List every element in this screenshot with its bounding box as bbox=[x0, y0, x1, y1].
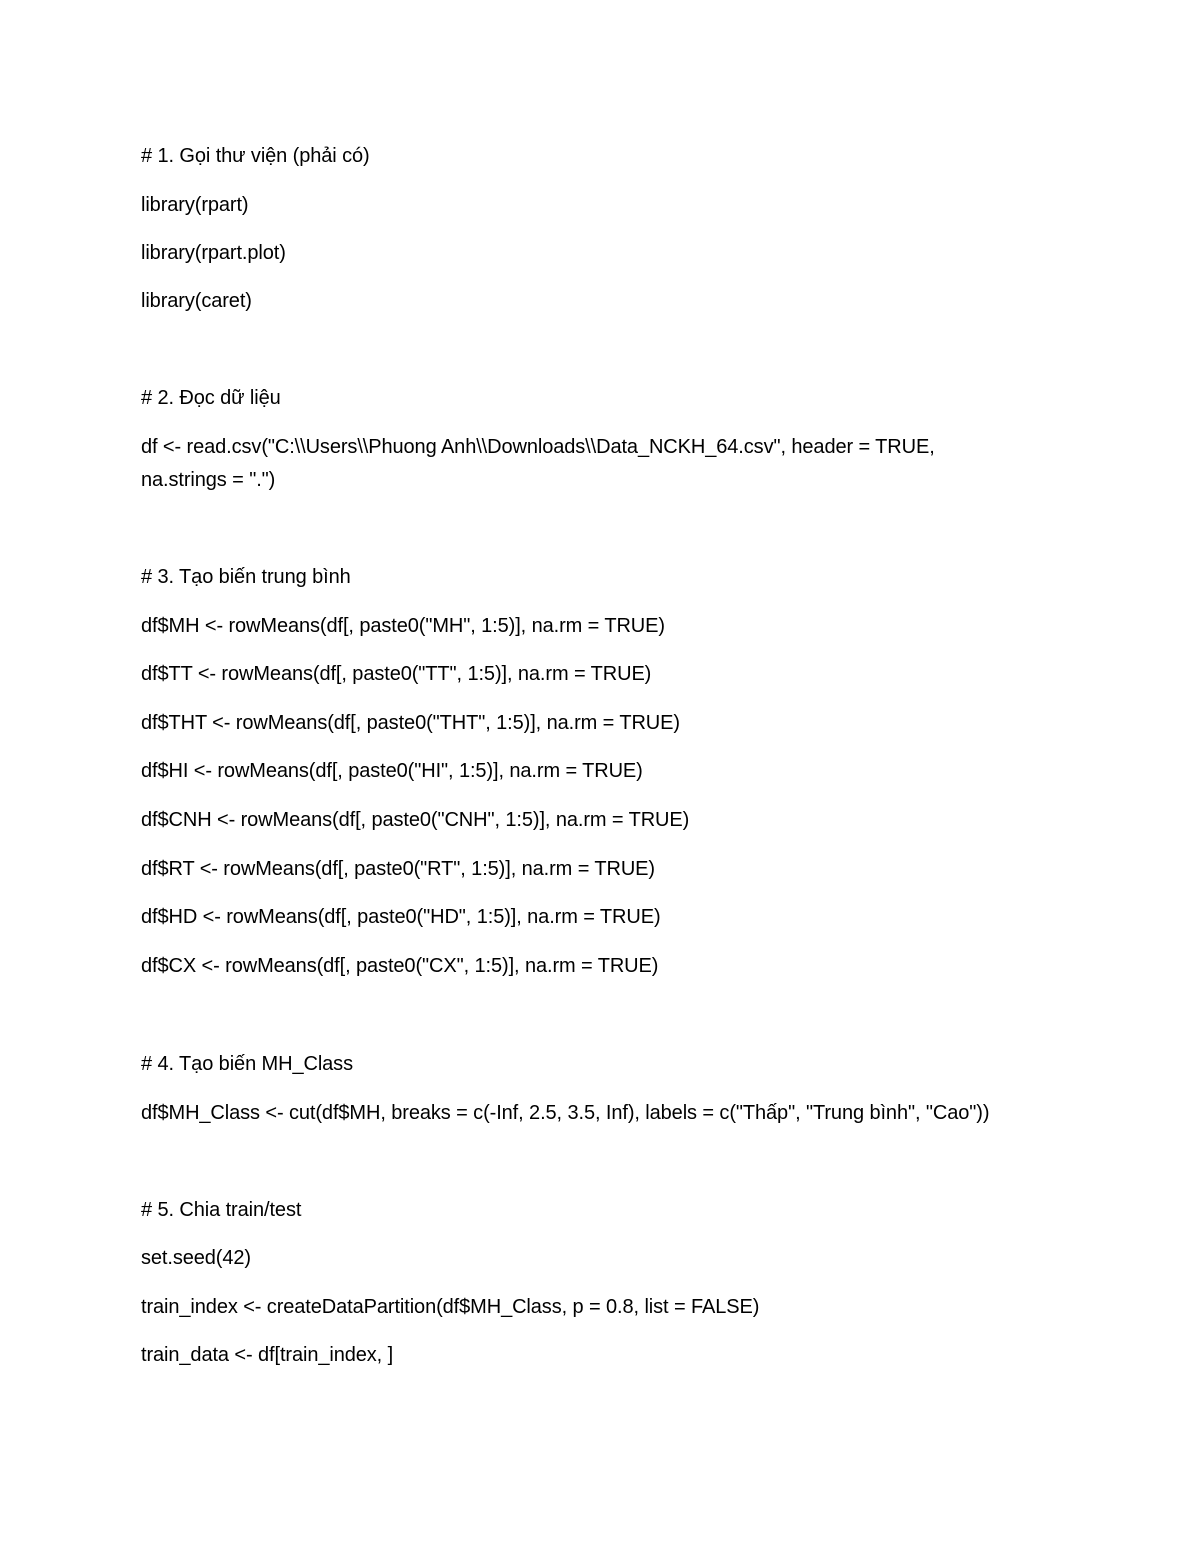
code-line-train-data: train_data <- df[train_index, ] bbox=[141, 1344, 394, 1366]
comment-4-heading: # 4. Tạo biến MH_Class bbox=[141, 1053, 353, 1075]
code-line-library-rpart-plot: library(rpart.plot) bbox=[141, 242, 286, 264]
code-line-cx-mean: df$CX <- rowMeans(df[, paste0("CX", 1:5)], na.rm = TRUE) bbox=[141, 955, 659, 977]
comment-1-heading: # 1. Gọi thư viện (phải có) bbox=[141, 145, 370, 167]
code-line-library-rpart: library(rpart) bbox=[141, 194, 249, 216]
code-line-tt-mean: df$TT <- rowMeans(df[, paste0("TT", 1:5)], na.rm = TRUE) bbox=[141, 663, 652, 685]
code-line-train-index: train_index <- createDataPartition(df$MH_Class, p = 0.8, list = FALSE) bbox=[141, 1296, 760, 1318]
code-line-tht-mean: df$THT <- rowMeans(df[, paste0("THT", 1:5)], na.rm = TRUE) bbox=[141, 712, 680, 734]
code-line-hd-mean: df$HD <- rowMeans(df[, paste0("HD", 1:5)], na.rm = TRUE) bbox=[141, 906, 661, 928]
comment-5-heading: # 5. Chia train/test bbox=[141, 1199, 302, 1221]
code-line-read-csv-cont: na.strings = ".") bbox=[141, 469, 276, 491]
code-line-hi-mean: df$HI <- rowMeans(df[, paste0("HI", 1:5)], na.rm = TRUE) bbox=[141, 760, 643, 782]
code-line-cnh-mean: df$CNH <- rowMeans(df[, paste0("CNH", 1:5)], na.rm = TRUE) bbox=[141, 809, 690, 831]
code-line-rt-mean: df$RT <- rowMeans(df[, paste0("RT", 1:5)], na.rm = TRUE) bbox=[141, 858, 655, 880]
code-line-library-caret: library(caret) bbox=[141, 290, 252, 312]
code-line-set-seed: set.seed(42) bbox=[141, 1247, 251, 1269]
comment-2-heading: # 2. Đọc dữ liệu bbox=[141, 387, 281, 409]
code-line-mh-class-cut: df$MH_Class <- cut(df$MH, breaks = c(-Inf, 2.5, 3.5, Inf), labels = c("Thấp", "Trung bình", "Cao")) bbox=[141, 1102, 990, 1124]
code-line-mh-mean: df$MH <- rowMeans(df[, paste0("MH", 1:5)], na.rm = TRUE) bbox=[141, 615, 665, 637]
code-line-read-csv: df <- read.csv("C:\\Users\\Phuong Anh\\Downloads\\Data_NCKH_64.csv", header = TRUE, bbox=[141, 436, 935, 458]
comment-3-heading: # 3. Tạo biến trung bình bbox=[141, 566, 351, 588]
